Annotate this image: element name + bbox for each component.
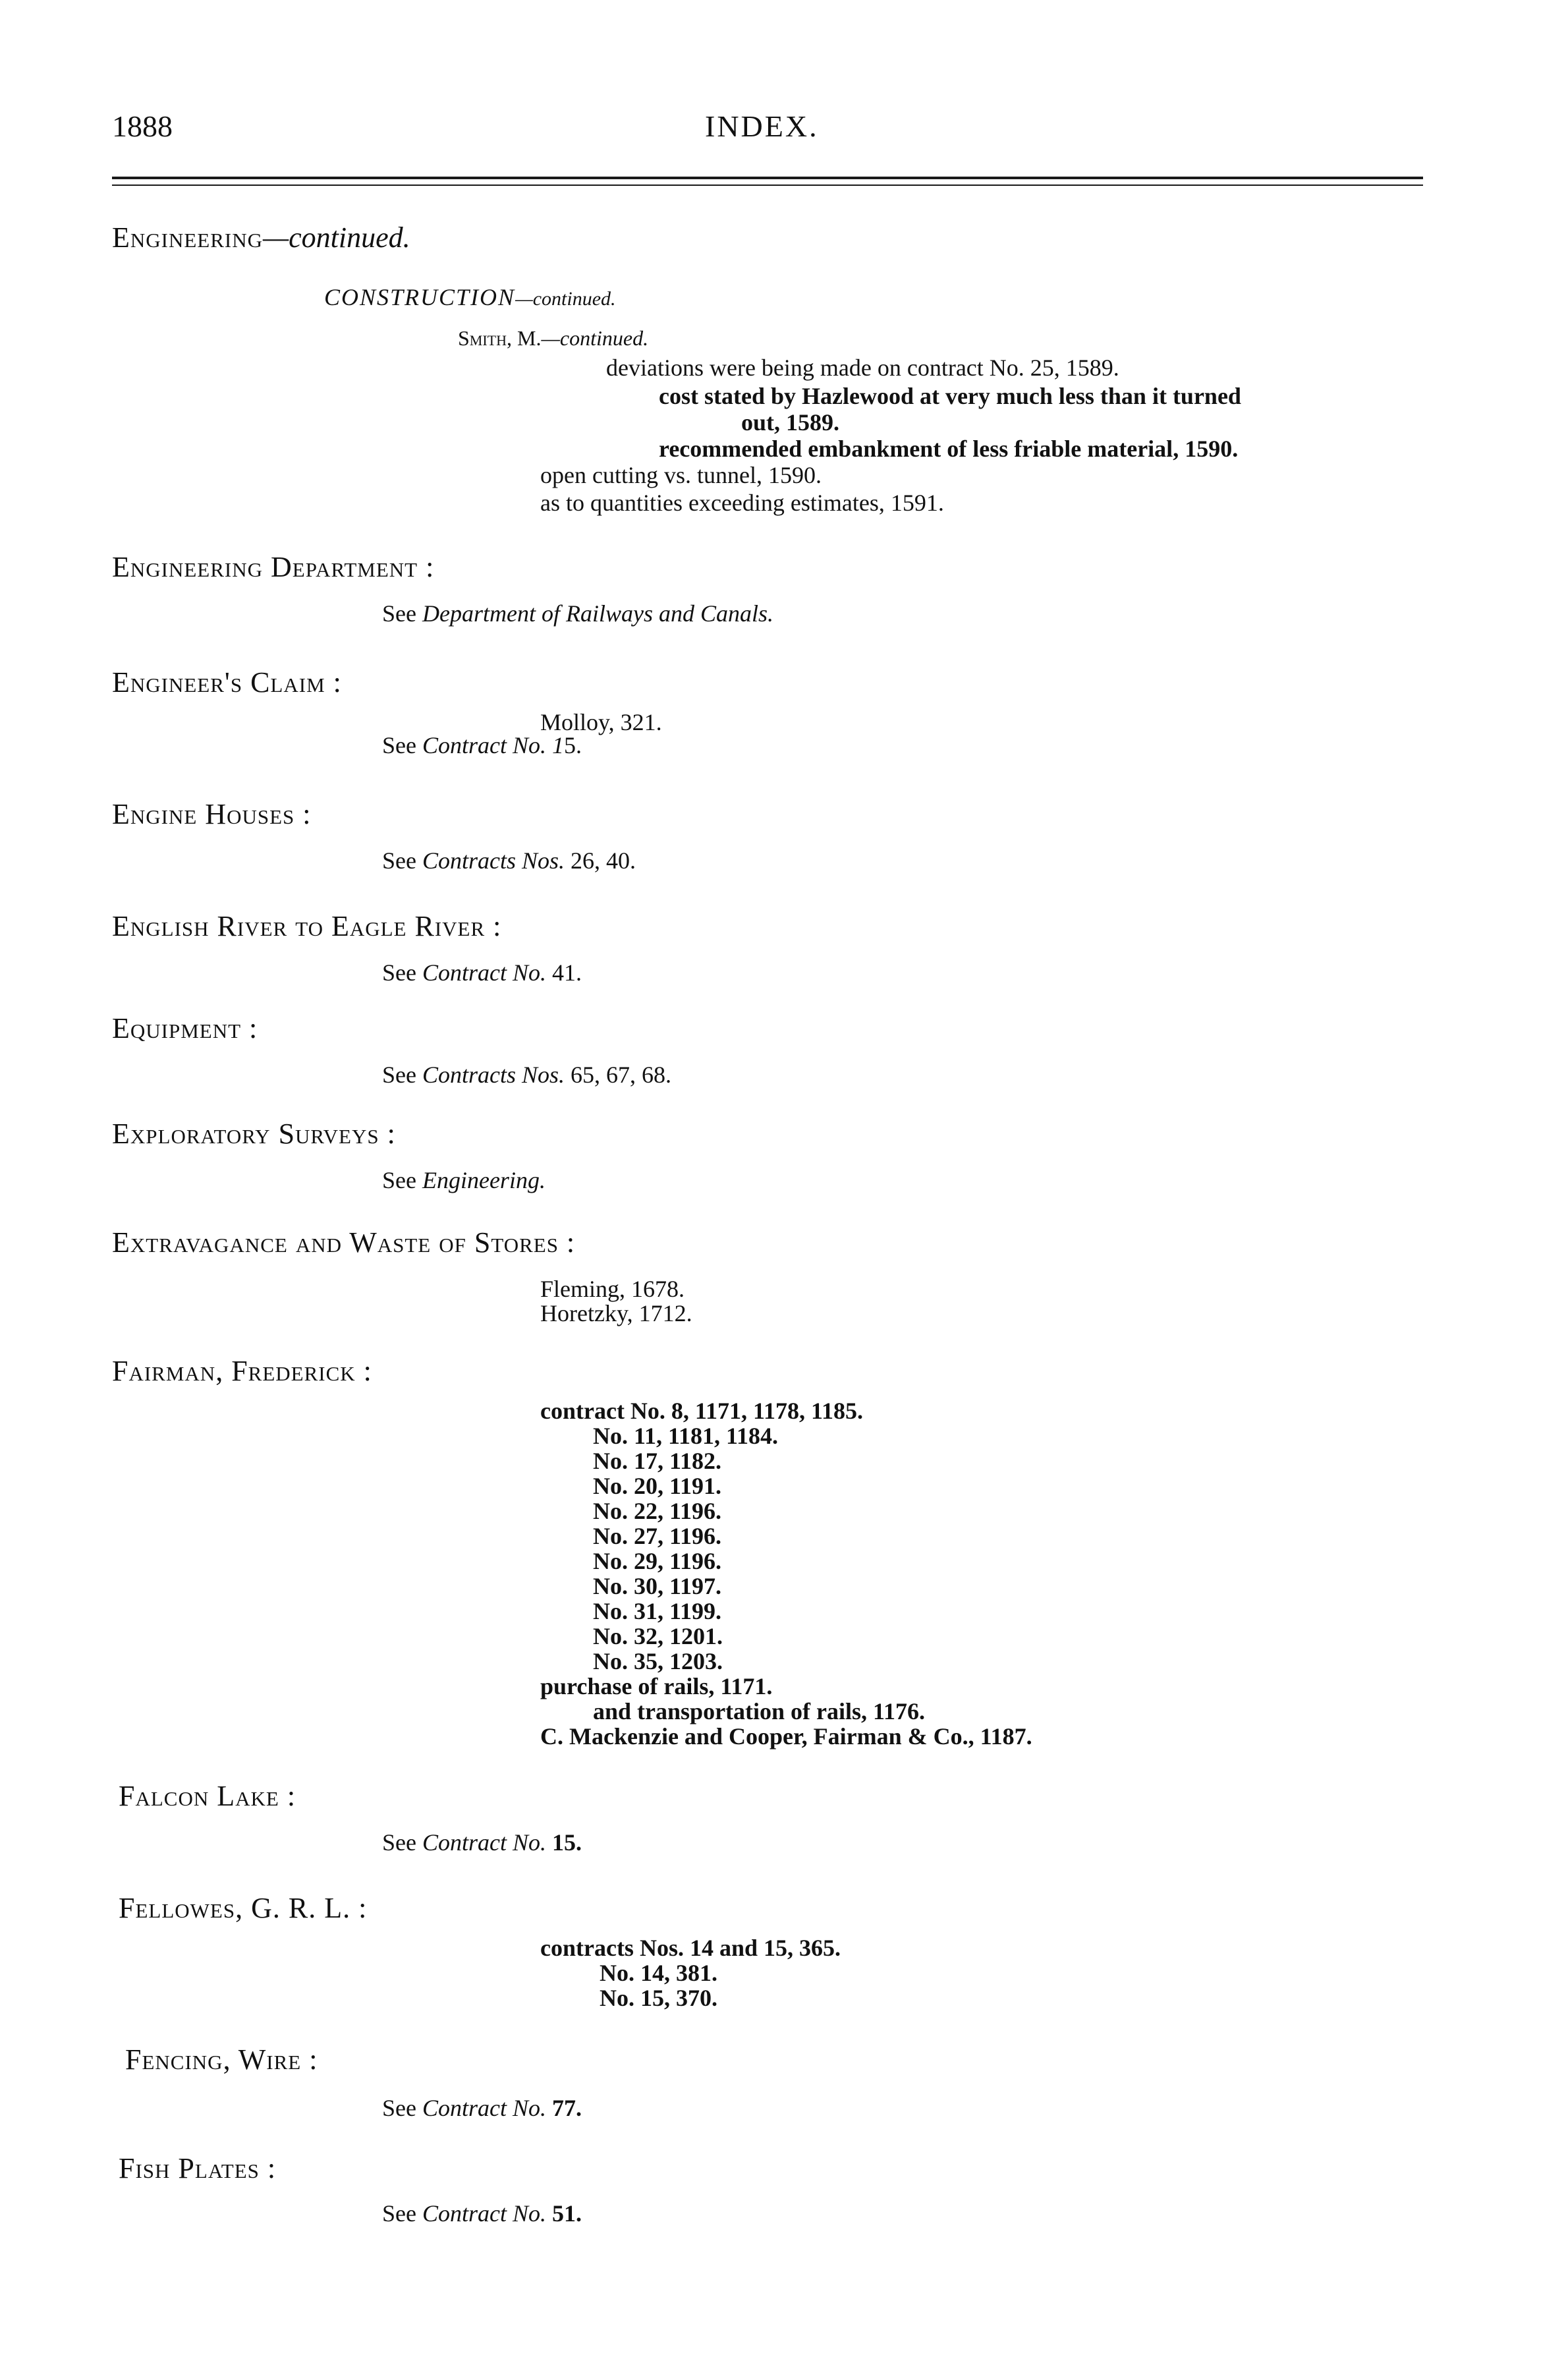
entry-line-horetzky: Horetzky, 1712. — [540, 1300, 692, 1326]
entry-heading-engineering: Engineering—continued. — [112, 221, 410, 254]
entry-heading-fencing-wire: Fencing, Wire : — [125, 2043, 318, 2076]
page-title: INDEX. — [705, 109, 819, 143]
see-reference-engineering-department: See Department of Railways and Canals. — [382, 600, 773, 627]
entry-heading-engine-houses: Engine Houses : — [112, 798, 312, 830]
see-reference-exploratory-surveys: See Engineering. — [382, 1167, 546, 1193]
see-reference-engineers-claim: See Contract No. 15. — [382, 732, 582, 758]
fairman-line-11: No. 35, 1203. — [593, 1648, 723, 1674]
entry-heading-english-river: English River to Eagle River : — [112, 910, 502, 942]
fairman-line-1: contract No. 8, 1171, 1178, 1185. — [540, 1398, 863, 1424]
header-rule-bottom — [112, 185, 1423, 186]
fairman-line-10: No. 32, 1201. — [593, 1623, 723, 1649]
fellowes-line-3: No. 15, 370. — [600, 1985, 717, 2011]
entry-line-fleming: Fleming, 1678. — [540, 1276, 685, 1302]
smith-line-4: recommended embankment of less friable material, 1590. — [659, 436, 1239, 462]
page-number: 1888 — [112, 109, 173, 143]
smith-line-3: out, 1589. — [741, 409, 840, 436]
see-reference-fish-plates: See Contract No. 51. — [382, 2200, 582, 2227]
see-reference-engine-houses: See Contracts Nos. 26, 40. — [382, 847, 636, 874]
entry-heading-fish-plates: Fish Plates : — [119, 2152, 277, 2184]
fairman-line-8: No. 30, 1197. — [593, 1573, 722, 1599]
entry-heading-falcon-lake: Falcon Lake : — [119, 1780, 296, 1812]
fairman-line-5: No. 22, 1196. — [593, 1498, 722, 1524]
fairman-line-6: No. 27, 1196. — [593, 1523, 722, 1549]
fairman-line-3: No. 17, 1182. — [593, 1448, 722, 1474]
header-rule-top — [112, 177, 1423, 179]
subheading-construction: CONSTRUCTION—continued. — [324, 284, 616, 310]
entry-line-molloy: Molloy, 321. — [540, 709, 662, 735]
entry-heading-exploratory-surveys: Exploratory Surveys : — [112, 1118, 396, 1150]
smith-line-5: open cutting vs. tunnel, 1590. — [540, 462, 822, 488]
fairman-line-12: purchase of rails, 1171. — [540, 1673, 773, 1699]
subheading-smith: Smith, M.—continued. — [458, 326, 649, 350]
fellowes-line-2: No. 14, 381. — [600, 1960, 717, 1986]
fellowes-line-1: contracts Nos. 14 and 15, 365. — [540, 1935, 841, 1961]
entry-heading-engineers-claim: Engineer's Claim : — [112, 666, 342, 698]
see-reference-english-river: See Contract No. 41. — [382, 959, 582, 986]
entry-heading-extravagance: Extravagance and Waste of Stores : — [112, 1226, 576, 1259]
fairman-line-13: and transportation of rails, 1176. — [593, 1698, 926, 1724]
smith-line-6: as to quantities exceeding estimates, 1591. — [540, 490, 944, 516]
entry-heading-engineering-department: Engineering Department : — [112, 551, 435, 583]
see-reference-fencing-wire: See Contract No. 77. — [382, 2095, 582, 2121]
fairman-line-4: No. 20, 1191. — [593, 1473, 722, 1499]
entry-heading-fairman: Fairman, Frederick : — [112, 1355, 372, 1387]
fairman-line-2: No. 11, 1181, 1184. — [593, 1423, 779, 1449]
entry-heading-fellowes: Fellowes, G. R. L. : — [119, 1892, 368, 1924]
fairman-line-7: No. 29, 1196. — [593, 1548, 722, 1574]
entry-heading-equipment: Equipment : — [112, 1012, 258, 1044]
smith-line-2: cost stated by Hazlewood at very much less than it turned — [659, 383, 1241, 409]
fairman-line-14: C. Mackenzie and Cooper, Fairman & Co., 1187. — [540, 1723, 1032, 1750]
see-reference-equipment: See Contracts Nos. 65, 67, 68. — [382, 1062, 672, 1088]
smith-line-1: deviations were being made on contract No. 25, 1589. — [606, 355, 1119, 381]
fairman-line-9: No. 31, 1199. — [593, 1598, 722, 1624]
see-reference-falcon-lake: See Contract No. 15. — [382, 1829, 582, 1856]
